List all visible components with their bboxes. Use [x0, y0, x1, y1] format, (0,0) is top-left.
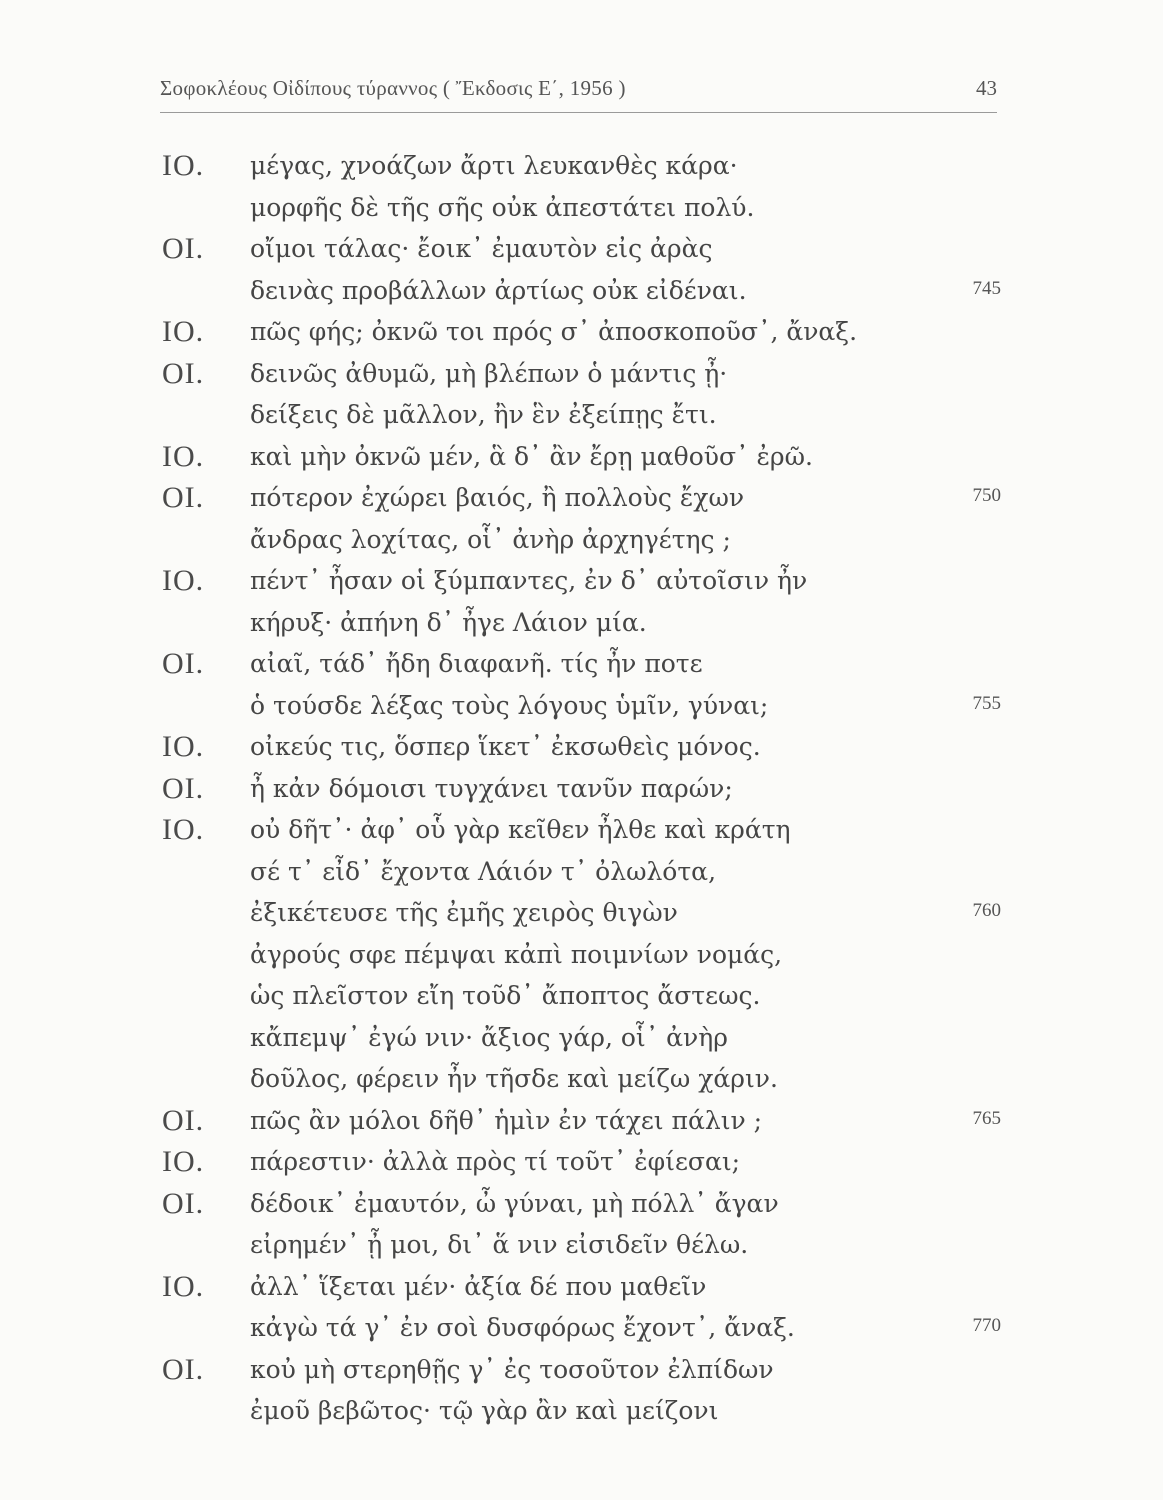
running-header — [160, 76, 997, 112]
verse-text: πῶς φής; ὀκνῶ τοι πρός σ᾽ ἀποσκοποῦσ᾽, ἄναξ. — [250, 317, 858, 346]
speaker-label: ΟΙ. — [162, 481, 205, 514]
verse-line — [0, 937, 1163, 979]
verse-line — [0, 729, 1163, 771]
verse-text: δεινὰς προβάλλων ἀρτίως οὐκ εἰδέναι. — [250, 275, 747, 305]
verse-line — [0, 1310, 1163, 1352]
verse-line — [0, 688, 1163, 730]
speaker-label: ΙΟ. — [162, 439, 205, 473]
speaker-label: ΙΟ. — [162, 813, 205, 846]
verse-line — [0, 190, 1163, 232]
speaker-label: ΟΙ. — [162, 356, 205, 390]
verse-line — [0, 978, 1163, 1020]
verse-text: ὁ τούσδε λέξας τοὺς λόγους ὑμῖν, γύναι; — [250, 690, 769, 720]
verse-text: πάρεστιν· ἀλλὰ πρὸς τί τοῦτ᾽ ἐφίεσαι; — [250, 1147, 741, 1176]
verse-text: κήρυξ· ἀπήνη δ᾽ ἦγε Λάιον μία. — [250, 607, 647, 637]
verse-line — [0, 812, 1163, 854]
speaker-label: ΟΙ. — [162, 1186, 205, 1220]
verse-line — [0, 1186, 1163, 1228]
verse-text: δεινῶς ἀθυμῶ, μὴ βλέπων ὁ μάντις ᾖ· — [250, 358, 728, 388]
verse-text: οὐ δῆτ᾽· ἀφ᾽ οὗ γὰρ κεῖθεν ἦλθε καὶ κράτη — [250, 815, 791, 844]
verse-text: ἄνδρας λοχίτας, οἷ᾽ ἀνὴρ ἀρχηγέτης ; — [250, 524, 731, 554]
verse-line — [0, 356, 1163, 398]
verse-text: καὶ μὴν ὀκνῶ μέν, ἃ δ᾽ ἂν ἔρῃ μαθοῦσ᾽ ἐρῶ. — [250, 441, 813, 471]
verse-line — [0, 397, 1163, 439]
speaker-label: ΟΙ. — [162, 1103, 205, 1137]
speaker-label: ΙΟ. — [162, 1145, 205, 1178]
verse-line — [0, 1103, 1163, 1145]
verse-line — [0, 231, 1163, 273]
verse-line — [0, 605, 1163, 647]
verse-text: μορφῆς δὲ τῆς σῆς οὐκ ἀπεστάτει πολύ. — [250, 192, 755, 222]
speaker-label: ΟΙ. — [162, 647, 205, 680]
verse-line — [0, 148, 1163, 190]
verse-line — [0, 1061, 1163, 1103]
verse-text: οἴμοι τάλας· ἔοικ᾽ ἐμαυτὸν εἰς ἀρὰς — [250, 234, 713, 263]
verse-line — [0, 1144, 1163, 1186]
verse-block — [0, 148, 1163, 1435]
line-number: 760 — [972, 900, 1001, 921]
verse-line — [0, 563, 1163, 605]
verse-text: ἀγρούς σφε πέμψαι κἀπὶ ποιμνίων νομάς, — [250, 939, 783, 969]
verse-line — [0, 1269, 1163, 1311]
verse-line — [0, 273, 1163, 315]
verse-line — [0, 1227, 1163, 1269]
verse-line — [0, 1393, 1163, 1435]
verse-line — [0, 439, 1163, 481]
verse-text: κοὐ μὴ στερηθῇς γ᾽ ἐς τοσοῦτον ἐλπίδων — [250, 1354, 774, 1384]
verse-line — [0, 314, 1163, 356]
speaker-label: ΙΟ. — [162, 149, 205, 182]
line-number: 750 — [972, 485, 1001, 506]
verse-text: κἀγὼ τά γ᾽ ἐν σοὶ δυσφόρως ἔχοντ᾽, ἄναξ. — [250, 1313, 795, 1342]
verse-text: οἰκεύς τις, ὅσπερ ἵκετ᾽ ἐκσωθεὶς μόνος. — [250, 732, 761, 761]
verse-line — [0, 522, 1163, 564]
verse-line — [0, 854, 1163, 896]
verse-text: πῶς ἂν μόλοι δῆθ᾽ ἡμὶν ἐν τάχει πάλιν ; — [250, 1105, 763, 1135]
line-number: 770 — [972, 1315, 1001, 1336]
header-rule — [160, 112, 997, 113]
verse-text: δέδοικ᾽ ἐμαυτόν, ὦ γύναι, μὴ πόλλ᾽ ἄγαν — [250, 1188, 779, 1218]
verse-text: πέντ᾽ ἦσαν οἱ ξύμπαντες, ἐν δ᾽ αὐτοῖσιν ἦν — [250, 566, 808, 595]
verse-text: ἐξικέτευσε τῆς ἐμῆς χειρὸς θιγὼν — [250, 898, 678, 927]
speaker-label: ΙΟ. — [162, 730, 205, 763]
verse-text: ἐμοῦ βεβῶτος· τῷ γὰρ ἂν καὶ μείζονι — [250, 1396, 719, 1425]
line-number: 765 — [972, 1107, 1001, 1129]
verse-text: ἀλλ᾽ ἵξεται μέν· ἀξία δέ που μαθεῖν — [250, 1271, 707, 1301]
verse-line — [0, 895, 1163, 937]
verse-text: σέ τ᾽ εἶδ᾽ ἔχοντα Λάιόν τ᾽ ὀλωλότα, — [250, 856, 717, 886]
line-number: 745 — [972, 277, 1001, 299]
verse-line — [0, 771, 1163, 813]
verse-text: ὡς πλεῖστον εἴη τοῦδ᾽ ἄποπτος ἄστεως. — [250, 981, 761, 1010]
verse-text: μέγας, χνοάζων ἄρτι λευκανθὲς κάρα· — [250, 151, 738, 180]
verse-text: εἰρημέν᾽ ᾖ μοι, δι᾽ ἅ νιν εἰσιδεῖν θέλω. — [250, 1230, 749, 1259]
verse-text: δείξεις δὲ μᾶλλον, ἢν ἓν ἐξείπῃς ἔτι. — [250, 400, 717, 429]
verse-text: κἄπεμψ᾽ ἐγώ νιν· ἄξιος γάρ, οἷ᾽ ἀνὴρ — [250, 1022, 728, 1052]
page-number: 43 — [976, 76, 997, 100]
verse-line — [0, 480, 1163, 522]
verse-text: δοῦλος, φέρειν ἦν τῆσδε καὶ μείζω χάριν. — [250, 1064, 778, 1093]
verse-line — [0, 646, 1163, 688]
speaker-label: ΙΟ. — [162, 564, 205, 597]
verse-line — [0, 1020, 1163, 1062]
verse-line — [0, 1352, 1163, 1394]
speaker-label: ΙΟ. — [162, 1269, 205, 1303]
verse-text: αἰαῖ, τάδ᾽ ἤδη διαφανῆ. τίς ἦν ποτε — [250, 649, 703, 678]
header-title: Σοφοκλέους Οἰδίπους τύραννος ( Ἔκδοσις Ε΄, 1956 ) — [160, 76, 626, 100]
speaker-label: ΙΟ. — [162, 315, 205, 348]
speaker-label: ΟΙ. — [162, 232, 205, 265]
line-number: 755 — [972, 692, 1001, 714]
speaker-label: ΟΙ. — [162, 771, 205, 805]
speaker-label: ΟΙ. — [162, 1352, 205, 1386]
verse-text: πότερον ἐχώρει βαιός, ἢ πολλοὺς ἔχων — [250, 483, 745, 512]
verse-text: ἦ κἀν δόμοισι τυγχάνει τανῦν παρών; — [250, 773, 733, 803]
